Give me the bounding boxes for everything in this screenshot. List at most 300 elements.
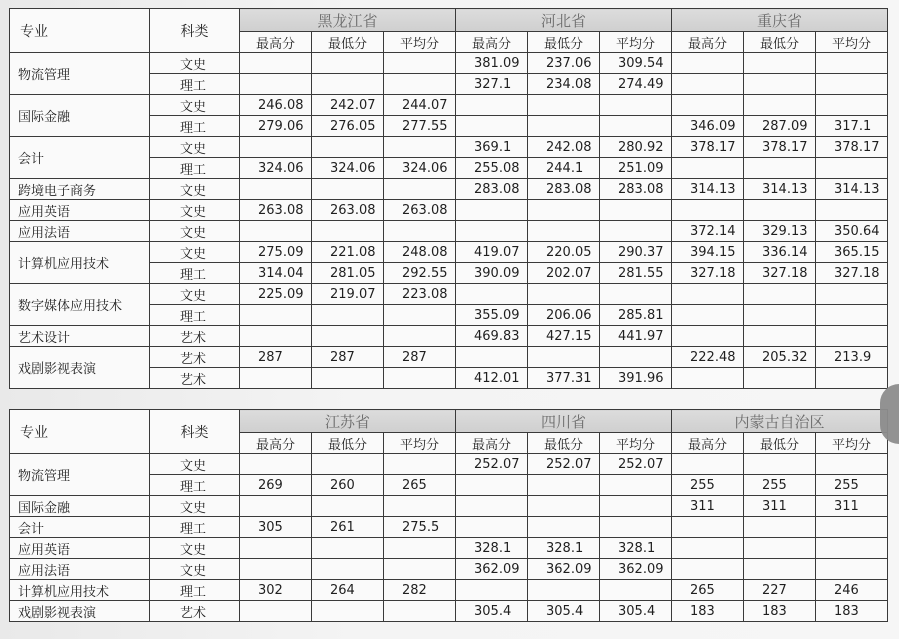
score-cell <box>744 326 816 347</box>
category-cell: 艺术 <box>150 347 240 368</box>
score-cell <box>744 454 816 475</box>
score-cell <box>600 221 672 242</box>
table-row <box>10 284 888 305</box>
score-cell <box>384 74 456 95</box>
score-cell: 314.13 <box>672 179 744 200</box>
score-cell: 427.15 <box>528 326 600 347</box>
score-cell <box>744 368 816 389</box>
score-cell: 362.09 <box>456 559 528 580</box>
score-cell: 311 <box>744 496 816 517</box>
score-cell <box>816 74 888 95</box>
score-cell <box>312 179 384 200</box>
score-cell <box>600 580 672 601</box>
score-cell <box>384 179 456 200</box>
score-cell: 309.54 <box>600 53 672 74</box>
score-cell: 277.55 <box>384 116 456 137</box>
score-cell <box>744 74 816 95</box>
score-cell <box>240 305 312 326</box>
score-cell <box>312 221 384 242</box>
score-cell <box>240 221 312 242</box>
score-cell <box>744 158 816 179</box>
major-name: 应用英语 <box>10 200 150 221</box>
score-cell: 412.01 <box>456 368 528 389</box>
score-cell <box>600 496 672 517</box>
score-cell: 183 <box>816 601 888 622</box>
header-score-type: 最高分 <box>240 433 312 454</box>
category-cell: 文史 <box>150 200 240 221</box>
score-cell <box>672 200 744 221</box>
category-cell: 理工 <box>150 475 240 496</box>
score-cell <box>456 116 528 137</box>
score-cell <box>816 368 888 389</box>
score-cell: 336.14 <box>744 242 816 263</box>
header-score-type: 平均分 <box>384 32 456 53</box>
score-cell <box>816 517 888 538</box>
score-cell: 394.15 <box>672 242 744 263</box>
category-cell: 理工 <box>150 116 240 137</box>
category-cell: 理工 <box>150 580 240 601</box>
score-cell: 242.07 <box>312 95 384 116</box>
score-cell: 274.49 <box>600 74 672 95</box>
score-cell <box>744 559 816 580</box>
score-cell: 263.08 <box>384 200 456 221</box>
table-row <box>10 601 888 622</box>
score-cell <box>744 200 816 221</box>
score-cell: 234.08 <box>528 74 600 95</box>
score-cell: 244.07 <box>384 95 456 116</box>
score-cell: 283.08 <box>528 179 600 200</box>
major-name: 国际金融 <box>10 95 150 137</box>
score-cell: 183 <box>744 601 816 622</box>
score-cell: 252.07 <box>600 454 672 475</box>
category-cell: 理工 <box>150 263 240 284</box>
table-row <box>10 326 888 347</box>
score-cell: 264 <box>312 580 384 601</box>
category-cell: 艺术 <box>150 326 240 347</box>
score-cell: 328.1 <box>600 538 672 559</box>
score-cell <box>528 95 600 116</box>
admission-score-table-1 <box>9 8 888 389</box>
score-cell <box>672 305 744 326</box>
category-cell: 文史 <box>150 53 240 74</box>
score-cell <box>456 221 528 242</box>
score-cell: 327.1 <box>456 74 528 95</box>
score-cell <box>528 517 600 538</box>
score-cell <box>672 368 744 389</box>
score-cell: 206.06 <box>528 305 600 326</box>
score-cell <box>240 326 312 347</box>
score-cell <box>456 475 528 496</box>
score-cell <box>240 368 312 389</box>
table-row <box>10 95 888 116</box>
score-cell: 378.17 <box>672 137 744 158</box>
score-cell: 419.07 <box>456 242 528 263</box>
major-name: 物流管理 <box>10 454 150 496</box>
score-cell <box>672 454 744 475</box>
scroll-handle[interactable] <box>880 384 899 444</box>
score-cell <box>672 284 744 305</box>
score-cell: 275.5 <box>384 517 456 538</box>
score-cell: 305.4 <box>456 601 528 622</box>
score-cell <box>528 284 600 305</box>
score-cell <box>312 305 384 326</box>
category-cell: 理工 <box>150 158 240 179</box>
score-cell <box>456 200 528 221</box>
score-cell: 305.4 <box>600 601 672 622</box>
score-cell <box>240 559 312 580</box>
score-cell <box>672 326 744 347</box>
score-cell <box>312 496 384 517</box>
major-name: 会计 <box>10 137 150 179</box>
score-cell: 283.08 <box>456 179 528 200</box>
score-cell <box>528 116 600 137</box>
score-cell: 251.09 <box>600 158 672 179</box>
score-cell: 378.17 <box>744 137 816 158</box>
header-score-type: 最低分 <box>312 433 384 454</box>
category-cell: 艺术 <box>150 601 240 622</box>
header-province: 四川省 <box>456 410 672 433</box>
major-name: 国际金融 <box>10 496 150 517</box>
score-cell <box>312 53 384 74</box>
score-cell: 281.55 <box>600 263 672 284</box>
table-row <box>10 580 888 601</box>
score-cell: 329.13 <box>744 221 816 242</box>
score-cell: 287.09 <box>744 116 816 137</box>
header-score-type: 最高分 <box>672 433 744 454</box>
table-row <box>10 200 888 221</box>
category-cell: 文史 <box>150 454 240 475</box>
table-row <box>10 242 888 263</box>
table-row <box>10 559 888 580</box>
score-cell <box>672 538 744 559</box>
score-cell: 378.17 <box>816 137 888 158</box>
score-cell: 255.08 <box>456 158 528 179</box>
major-name: 戏剧影视表演 <box>10 347 150 389</box>
score-cell: 311 <box>816 496 888 517</box>
score-cell: 311 <box>672 496 744 517</box>
table-row <box>10 517 888 538</box>
score-cell <box>816 284 888 305</box>
header-score-type: 最低分 <box>744 32 816 53</box>
score-cell: 276.05 <box>312 116 384 137</box>
major-name: 数字媒体应用技术 <box>10 284 150 326</box>
score-cell: 275.09 <box>240 242 312 263</box>
score-cell <box>312 538 384 559</box>
score-cell <box>672 95 744 116</box>
score-cell <box>384 368 456 389</box>
score-cell <box>456 517 528 538</box>
score-cell <box>384 305 456 326</box>
score-cell <box>456 580 528 601</box>
score-cell: 314.13 <box>744 179 816 200</box>
score-cell <box>384 454 456 475</box>
score-cell <box>240 53 312 74</box>
score-cell: 255 <box>744 475 816 496</box>
score-cell: 202.07 <box>528 263 600 284</box>
score-cell <box>240 496 312 517</box>
category-cell: 理工 <box>150 74 240 95</box>
score-cell <box>528 200 600 221</box>
score-cell: 255 <box>672 475 744 496</box>
score-cell: 269 <box>240 475 312 496</box>
score-cell: 362.09 <box>600 559 672 580</box>
score-cell <box>816 454 888 475</box>
score-cell <box>744 305 816 326</box>
major-name: 应用法语 <box>10 221 150 242</box>
score-cell <box>312 559 384 580</box>
score-cell <box>312 601 384 622</box>
score-cell <box>384 221 456 242</box>
header-province: 河北省 <box>456 9 672 32</box>
score-cell: 365.15 <box>816 242 888 263</box>
major-name: 应用法语 <box>10 559 150 580</box>
score-cell <box>744 538 816 559</box>
category-cell: 文史 <box>150 538 240 559</box>
score-cell: 346.09 <box>672 116 744 137</box>
score-cell <box>240 538 312 559</box>
score-cell: 252.07 <box>528 454 600 475</box>
score-cell: 280.92 <box>600 137 672 158</box>
score-cell <box>816 53 888 74</box>
score-cell: 246 <box>816 580 888 601</box>
score-cell: 248.08 <box>384 242 456 263</box>
score-cell <box>240 137 312 158</box>
score-cell <box>744 53 816 74</box>
score-cell: 287 <box>240 347 312 368</box>
score-cell <box>600 95 672 116</box>
score-cell <box>816 95 888 116</box>
table-row <box>10 179 888 200</box>
score-cell <box>384 326 456 347</box>
score-cell: 350.64 <box>816 221 888 242</box>
category-cell: 文史 <box>150 137 240 158</box>
score-cell: 328.1 <box>528 538 600 559</box>
admission-score-table-2 <box>9 409 888 622</box>
major-name: 戏剧影视表演 <box>10 601 150 622</box>
score-cell: 327.18 <box>816 263 888 284</box>
score-cell: 290.37 <box>600 242 672 263</box>
score-cell: 314.13 <box>816 179 888 200</box>
score-cell <box>672 517 744 538</box>
score-cell <box>240 601 312 622</box>
header-score-type: 平均分 <box>816 433 888 454</box>
score-cell: 263.08 <box>240 200 312 221</box>
score-cell <box>816 326 888 347</box>
score-cell: 287 <box>312 347 384 368</box>
score-cell <box>744 517 816 538</box>
score-cell <box>384 496 456 517</box>
table-row <box>10 221 888 242</box>
major-name: 会计 <box>10 517 150 538</box>
score-cell <box>384 538 456 559</box>
header-major: 专业 <box>10 9 150 53</box>
score-cell: 260 <box>312 475 384 496</box>
score-cell <box>528 496 600 517</box>
score-cell <box>384 137 456 158</box>
header-score-type: 平均分 <box>384 433 456 454</box>
score-cell: 328.1 <box>456 538 528 559</box>
header-score-type: 最高分 <box>240 32 312 53</box>
category-cell: 理工 <box>150 305 240 326</box>
score-cell: 279.06 <box>240 116 312 137</box>
score-cell <box>600 517 672 538</box>
table-row <box>10 496 888 517</box>
score-cell: 219.07 <box>312 284 384 305</box>
score-cell: 261 <box>312 517 384 538</box>
score-cell: 183 <box>672 601 744 622</box>
score-cell: 305.4 <box>528 601 600 622</box>
score-cell <box>816 538 888 559</box>
score-cell: 263.08 <box>312 200 384 221</box>
score-cell: 205.32 <box>744 347 816 368</box>
score-cell: 441.97 <box>600 326 672 347</box>
score-cell: 213.9 <box>816 347 888 368</box>
score-cell <box>816 158 888 179</box>
header-province: 重庆省 <box>672 9 888 32</box>
major-name: 计算机应用技术 <box>10 242 150 284</box>
major-name: 艺术设计 <box>10 326 150 347</box>
score-cell: 265 <box>672 580 744 601</box>
score-cell <box>384 53 456 74</box>
score-cell: 283.08 <box>600 179 672 200</box>
header-category: 科类 <box>150 9 240 53</box>
header-province: 黑龙江省 <box>240 9 456 32</box>
score-cell <box>672 74 744 95</box>
score-cell: 227 <box>744 580 816 601</box>
table-row <box>10 454 888 475</box>
score-cell <box>240 454 312 475</box>
table-row <box>10 53 888 74</box>
header-province: 江苏省 <box>240 410 456 433</box>
header-major: 专业 <box>10 410 150 454</box>
category-cell: 艺术 <box>150 368 240 389</box>
score-cell <box>744 95 816 116</box>
score-cell: 265 <box>384 475 456 496</box>
score-cell <box>528 347 600 368</box>
category-cell: 文史 <box>150 496 240 517</box>
score-cell <box>672 559 744 580</box>
score-cell <box>312 326 384 347</box>
score-cell: 355.09 <box>456 305 528 326</box>
score-cell <box>384 559 456 580</box>
score-cell <box>456 347 528 368</box>
table-row <box>10 538 888 559</box>
score-cell <box>816 200 888 221</box>
score-cell <box>672 53 744 74</box>
header-score-type: 最低分 <box>528 32 600 53</box>
major-name: 应用英语 <box>10 538 150 559</box>
score-cell: 252.07 <box>456 454 528 475</box>
score-cell: 237.06 <box>528 53 600 74</box>
category-cell: 文史 <box>150 242 240 263</box>
score-cell: 327.18 <box>672 263 744 284</box>
header-score-type: 平均分 <box>816 32 888 53</box>
score-cell <box>240 179 312 200</box>
score-cell: 372.14 <box>672 221 744 242</box>
score-cell: 327.18 <box>744 263 816 284</box>
score-cell <box>312 368 384 389</box>
score-cell <box>600 200 672 221</box>
score-cell: 314.04 <box>240 263 312 284</box>
score-cell <box>600 284 672 305</box>
score-cell <box>528 221 600 242</box>
score-cell <box>816 305 888 326</box>
score-cell: 225.09 <box>240 284 312 305</box>
header-score-type: 最高分 <box>672 32 744 53</box>
score-cell <box>600 475 672 496</box>
header-score-type: 最低分 <box>528 433 600 454</box>
score-cell: 220.05 <box>528 242 600 263</box>
header-category: 科类 <box>150 410 240 454</box>
score-cell: 469.83 <box>456 326 528 347</box>
score-cell <box>456 284 528 305</box>
major-name: 跨境电子商务 <box>10 179 150 200</box>
score-cell: 244.1 <box>528 158 600 179</box>
score-cell: 317.1 <box>816 116 888 137</box>
score-cell: 255 <box>816 475 888 496</box>
score-cell <box>456 496 528 517</box>
score-cell: 281.05 <box>312 263 384 284</box>
score-cell: 324.06 <box>312 158 384 179</box>
score-cell: 381.09 <box>456 53 528 74</box>
score-cell: 292.55 <box>384 263 456 284</box>
header-province: 内蒙古自治区 <box>672 410 888 433</box>
score-cell: 391.96 <box>600 368 672 389</box>
score-cell <box>600 116 672 137</box>
header-score-type: 平均分 <box>600 433 672 454</box>
category-cell: 理工 <box>150 517 240 538</box>
score-cell <box>744 284 816 305</box>
score-cell: 324.06 <box>384 158 456 179</box>
score-cell <box>312 74 384 95</box>
header-score-type: 平均分 <box>600 32 672 53</box>
major-name: 计算机应用技术 <box>10 580 150 601</box>
score-cell: 369.1 <box>456 137 528 158</box>
category-cell: 文史 <box>150 221 240 242</box>
score-cell: 302 <box>240 580 312 601</box>
score-cell <box>600 347 672 368</box>
score-cell: 324.06 <box>240 158 312 179</box>
table-row <box>10 347 888 368</box>
score-cell <box>312 454 384 475</box>
score-cell <box>456 95 528 116</box>
major-name: 物流管理 <box>10 53 150 95</box>
category-cell: 文史 <box>150 179 240 200</box>
header-score-type: 最高分 <box>456 32 528 53</box>
score-cell <box>312 137 384 158</box>
score-cell: 222.48 <box>672 347 744 368</box>
score-cell <box>672 158 744 179</box>
score-cell: 287 <box>384 347 456 368</box>
category-cell: 文史 <box>150 284 240 305</box>
score-cell <box>528 580 600 601</box>
score-cell <box>816 559 888 580</box>
score-cell: 221.08 <box>312 242 384 263</box>
score-cell: 246.08 <box>240 95 312 116</box>
score-cell: 282 <box>384 580 456 601</box>
score-cell: 285.81 <box>600 305 672 326</box>
score-cell <box>240 74 312 95</box>
header-score-type: 最低分 <box>744 433 816 454</box>
score-cell: 362.09 <box>528 559 600 580</box>
table-row <box>10 137 888 158</box>
score-cell <box>384 601 456 622</box>
category-cell: 文史 <box>150 559 240 580</box>
score-cell <box>528 475 600 496</box>
category-cell: 文史 <box>150 95 240 116</box>
score-cell: 242.08 <box>528 137 600 158</box>
header-score-type: 最低分 <box>312 32 384 53</box>
